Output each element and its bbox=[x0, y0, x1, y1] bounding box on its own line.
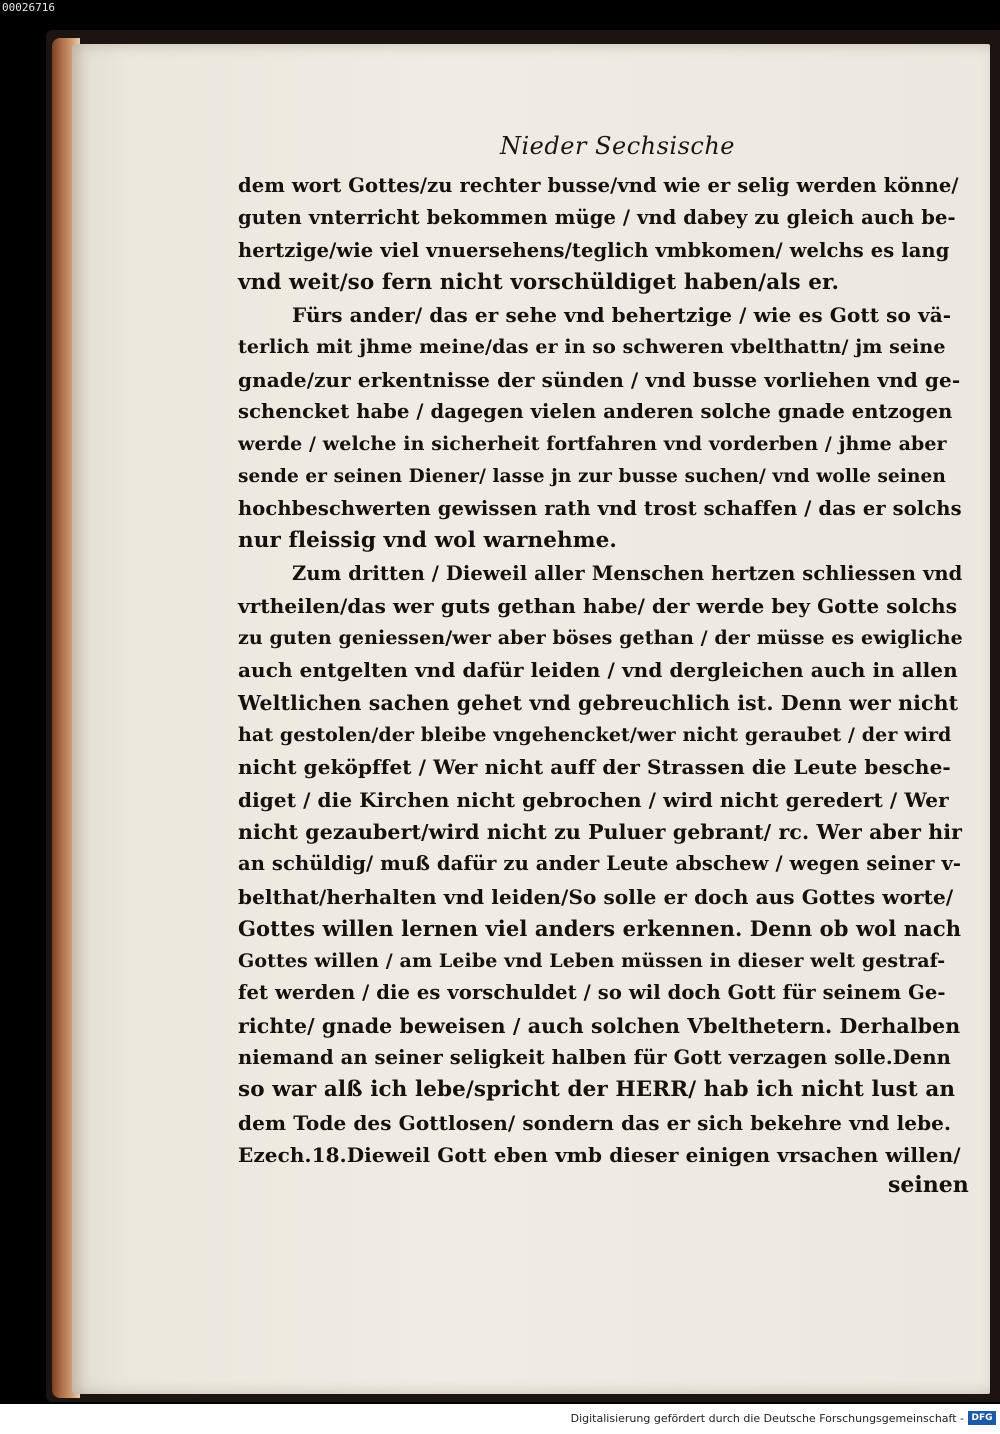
text-block bbox=[238, 170, 963, 1171]
dfg-logo: DFG bbox=[968, 1411, 996, 1425]
text-line: gnade/zur erkentnisse der sünden / vnd busse vorliehen vnd ge- bbox=[238, 367, 961, 392]
text-line: dem wort Gottes/zu rechter busse/vnd wie er selig werden könne/ bbox=[238, 174, 959, 197]
text-line: belthat/herhalten vnd leiden/So solle er doch aus Gottes worte/ bbox=[238, 884, 954, 909]
text-line: an schüldig/ muß dafür zu ander Leute abschew / wegen seiner v- bbox=[238, 852, 962, 876]
catchword: seinen bbox=[888, 1172, 969, 1198]
text-line: richte/ gnade beweisen / auch solchen Vbelthetern. Derhalben bbox=[238, 1013, 961, 1038]
text-line: hat gestolen/der bleibe vngehencket/wer nicht geraubet / der wird bbox=[238, 724, 952, 747]
text-line: vrtheilen/das wer guts gethan habe/ der werde bey Gotte solchs bbox=[238, 593, 958, 618]
text-line: Gottes willen lernen viel anders erkennen. Denn ob wol nach bbox=[238, 915, 962, 941]
text-line: zu guten geniessen/wer aber böses gethan / der müsse es ewigliche bbox=[238, 627, 963, 650]
text-line: schencket habe / dagegen vielen anderen solche gnade entzogen bbox=[238, 400, 953, 424]
text-line: hochbeschwerten gewissen rath vnd trost schaffen / das er solchs bbox=[238, 496, 962, 520]
text-line: nicht gezaubert/wird nicht zu Puluer gebrant/ rc. Wer aber hir bbox=[238, 819, 963, 844]
text-line: so war alß ich lebe/spricht der HERR/ hab ich nicht lust an bbox=[238, 1077, 956, 1103]
text-line: werde / welche in sicherheit fortfahren vnd vorderben / jhme aber bbox=[238, 433, 947, 456]
text-line: vnd weit/so fern nicht vorschüldiget haben/als er. bbox=[238, 269, 840, 295]
text-line: niemand an seiner seligkeit halben für Gott verzagen solle.Denn bbox=[238, 1046, 951, 1070]
text-line: Ezech.18.Dieweil Gott eben vmb dieser einigen vrsachen willen/ bbox=[238, 1142, 961, 1167]
text-line: Fürs ander/ das er sehe vnd behertzige / wie es Gott so vä- bbox=[292, 303, 952, 328]
text-line: Zum dritten / Dieweil aller Menschen hertzen schliessen vnd bbox=[292, 561, 963, 585]
footer-bar bbox=[0, 1404, 1000, 1434]
text-line: fet werden / die es vorschuldet / so wil doch Gott für seinem Ge- bbox=[238, 981, 946, 1005]
text-line: Weltlichen sachen gehet vnd gebreuchlich ist. Denn wer nicht bbox=[238, 690, 959, 715]
text-line: sende er seinen Diener/ lasse jn zur busse suchen/ vnd wolle seinen bbox=[238, 465, 946, 487]
running-head: Nieder Sechsische bbox=[500, 132, 735, 160]
footer-credit: Digitalisierung gefördert durch die Deutsche Forschungsgemeinschaft - bbox=[570, 1412, 964, 1425]
text-line: terlich mit jhme meine/das er in so schweren vbelthattn/ jm seine bbox=[238, 336, 946, 359]
text-line: hertzige/wie viel vnuersehens/teglich vmbkomen/ welchs es lang bbox=[238, 238, 950, 262]
text-line: guten vnterricht bekommen müge / vnd dabey zu gleich auch be- bbox=[238, 206, 956, 230]
text-line: diget / die Kirchen nicht gebrochen / wird nicht geredert / Wer bbox=[238, 787, 949, 812]
text-line: Gottes willen / am Leibe vnd Leben müssen in dieser welt gestraf- bbox=[238, 950, 946, 973]
text-line: nur fleissig vnd wol warnehme. bbox=[238, 528, 617, 554]
text-line: nicht geköpffet / Wer nicht auff der Strassen die Leute besche- bbox=[238, 755, 951, 780]
text-line: auch entgelten vnd dafür leiden / vnd dergleichen auch in allen bbox=[238, 658, 958, 683]
text-line: dem Tode des Gottlosen/ sondern das er sich bekehre vnd lebe. bbox=[238, 1110, 952, 1135]
scan-id-label: 00026716 bbox=[2, 1, 55, 14]
